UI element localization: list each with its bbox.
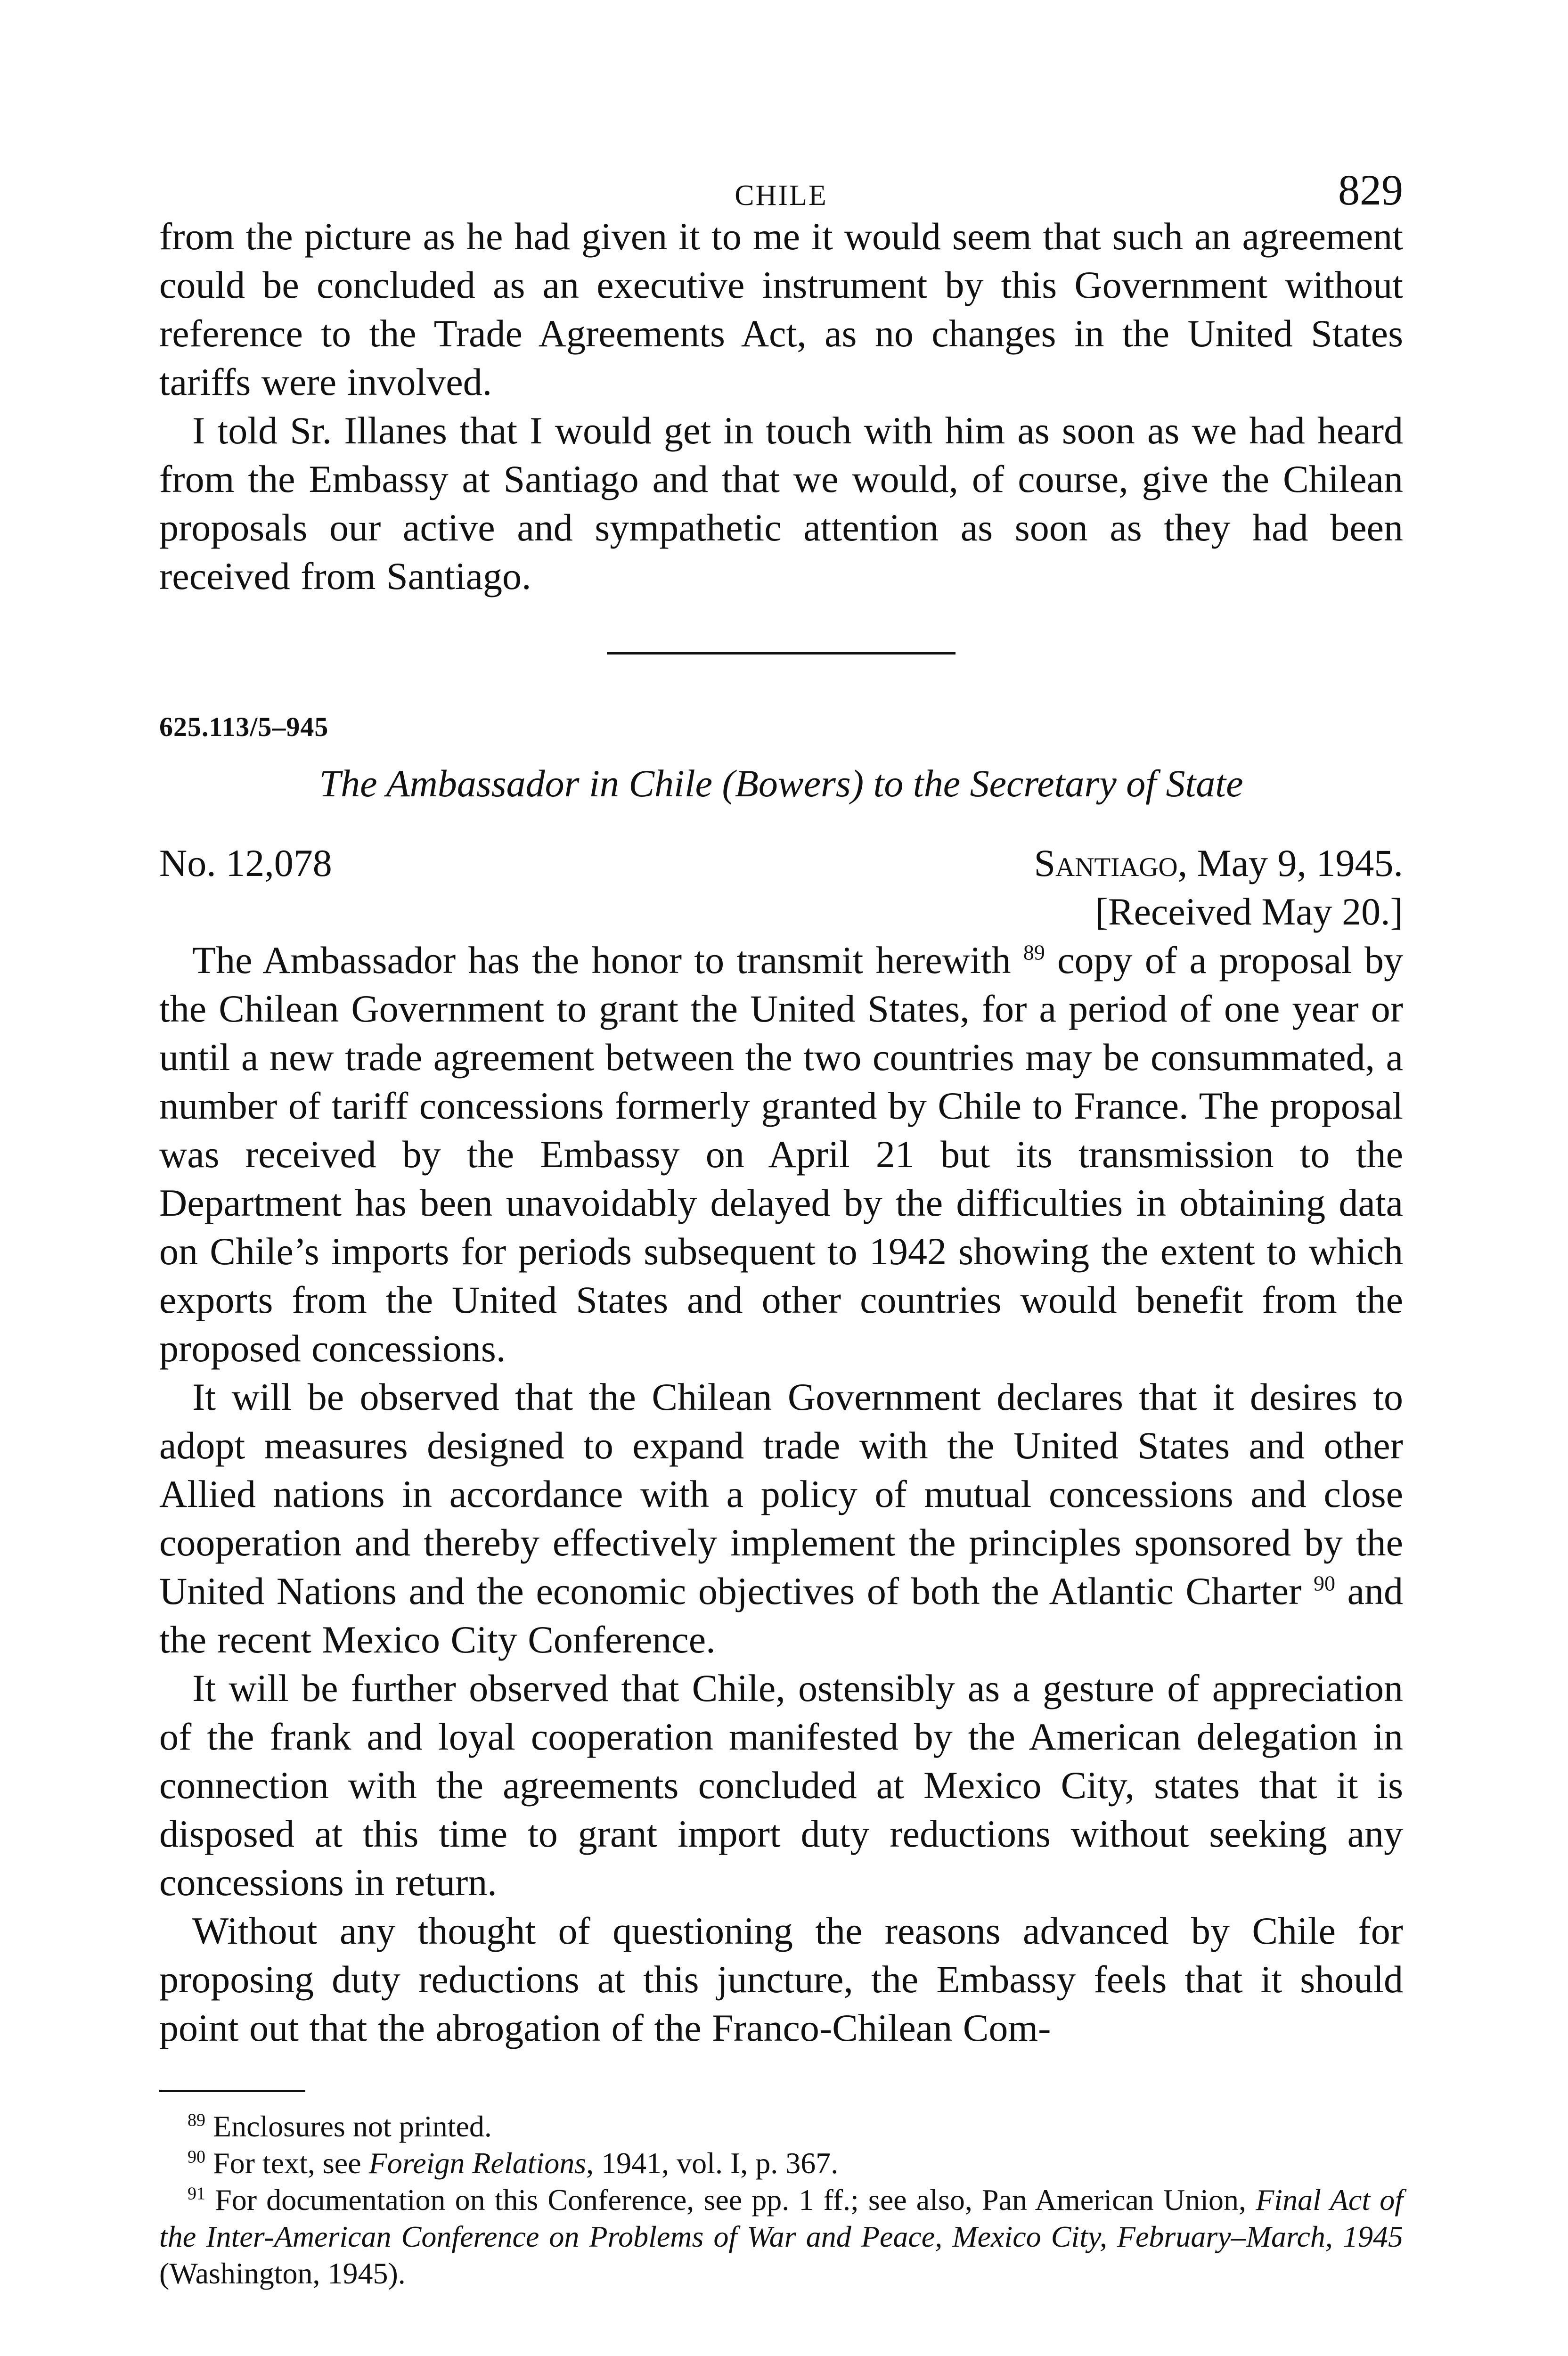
running-title: CHILE: [735, 180, 828, 212]
body-paragraph-3: It will be further observed that Chile, ostensibly as a gesture of appreciation of the frank and loyal cooperation manifested by the American delegation in connection with the agreements concluded at Mexico City, states that it is disposed at this time to grant import duty reductions without seeking any concessions in return.: [159, 1667, 1403, 1904]
footnote-mark: 89: [188, 2110, 205, 2130]
dispatch-date: , May 9, 1945.: [1177, 842, 1403, 884]
footnote-text: For text, see: [205, 2146, 369, 2180]
file-number: 625.113/5–945: [159, 712, 329, 742]
body-paragraph-1-rest: copy of a proposal by the Chilean Government to grant the United States, for a period of one year or until a new trade agreement between the two countries may be consummated, a number of tariff concessions formerly granted by Chile to France. The proposal was received by the Embassy on April 21 but its transmission to the Department has been unavoidably delayed by the difficulties in obtaining data on Chile’s imports for periods subsequent to 1942 showing the extent to which exports from the United States and other countries would benefit from the proposed concessions.: [159, 939, 1404, 1370]
footnote-90: [159, 2145, 1403, 2182]
footnote-89: [159, 2108, 1403, 2145]
body-paragraph-4: Without any thought of questioning the reasons advanced by Chile for proposing duty reductions at this juncture, the Embassy feels that it should point out that the abrogation of the Franco-Chilean Com-: [159, 1909, 1403, 2049]
footnote-mark: 91: [188, 2184, 205, 2204]
body-paragraph-1-start: The Ambassador has the honor to transmit herewith: [192, 939, 1011, 982]
dispatch-line: [159, 839, 1403, 887]
continued-paragraph: from the picture as he had given it to me it would seem that such an agreement could be concluded as an executive instrument by this Government without reference to the Trade Agreements Act, as no changes in the United States tariffs were involved.: [159, 215, 1403, 403]
body-paragraph-1: [159, 936, 1403, 1373]
footnotes: [159, 2090, 1403, 2292]
footnote-text: , 1941, vol. I, p. 367.: [586, 2146, 839, 2180]
dispatch-place: Santiago: [1034, 842, 1178, 884]
document-heading: The Ambassador in Chile (Bowers) to the Secretary of State: [319, 762, 1243, 805]
footnote-divider: [159, 2090, 305, 2092]
dispatch-number: No. 12,078: [159, 842, 332, 884]
footnote-text: For documentation on this Conference, see pp. 1 ff.; see also, Pan American Union,: [205, 2183, 1256, 2217]
body-paragraph-2-rest: and the recent Mexico City Conference.: [159, 1570, 1403, 1661]
received-date: [Received May 20.]: [1095, 890, 1403, 933]
footnote-text: Enclosures not printed.: [205, 2110, 492, 2143]
body-paragraph-2: [159, 1373, 1403, 1664]
page-number: 829: [1338, 166, 1403, 214]
document-page: [159, 160, 1403, 2292]
footnote-text: (Washington, 1945).: [159, 2257, 406, 2290]
footnote-title: Foreign Relations: [368, 2146, 587, 2180]
footnote-title: Final Act of the Inter-American Conference on Problems of War and Peace, Mexico City, February–March, 1945: [159, 2183, 1404, 2253]
footnote-mark: 90: [188, 2147, 205, 2167]
dispatch-dateline: [1034, 839, 1403, 887]
paragraph-illanes: I told Sr. Illanes that I would get in touch with him as soon as we had heard from the Embassy at Santiago and that we would, of course, give the Chilean proposals our active and sympathetic attention as soon as they had been received from Santiago.: [159, 409, 1403, 597]
footnote-ref-90: 90: [1313, 1571, 1335, 1595]
footnote-91: [159, 2182, 1403, 2292]
body-paragraph-2-start: It will be observed that the Chilean Government declares that it desires to adopt measures designed to expand trade with the United States and other Allied nations in accordance with a policy of mutual concessions and close cooperation and thereby effectively implement the principles sponsored by the United Nations and the economic objectives of both the Atlantic Charter: [159, 1375, 1403, 1612]
footnote-ref-89: 89: [1023, 940, 1045, 965]
running-head: [159, 160, 1403, 212]
section-divider: [607, 652, 956, 654]
